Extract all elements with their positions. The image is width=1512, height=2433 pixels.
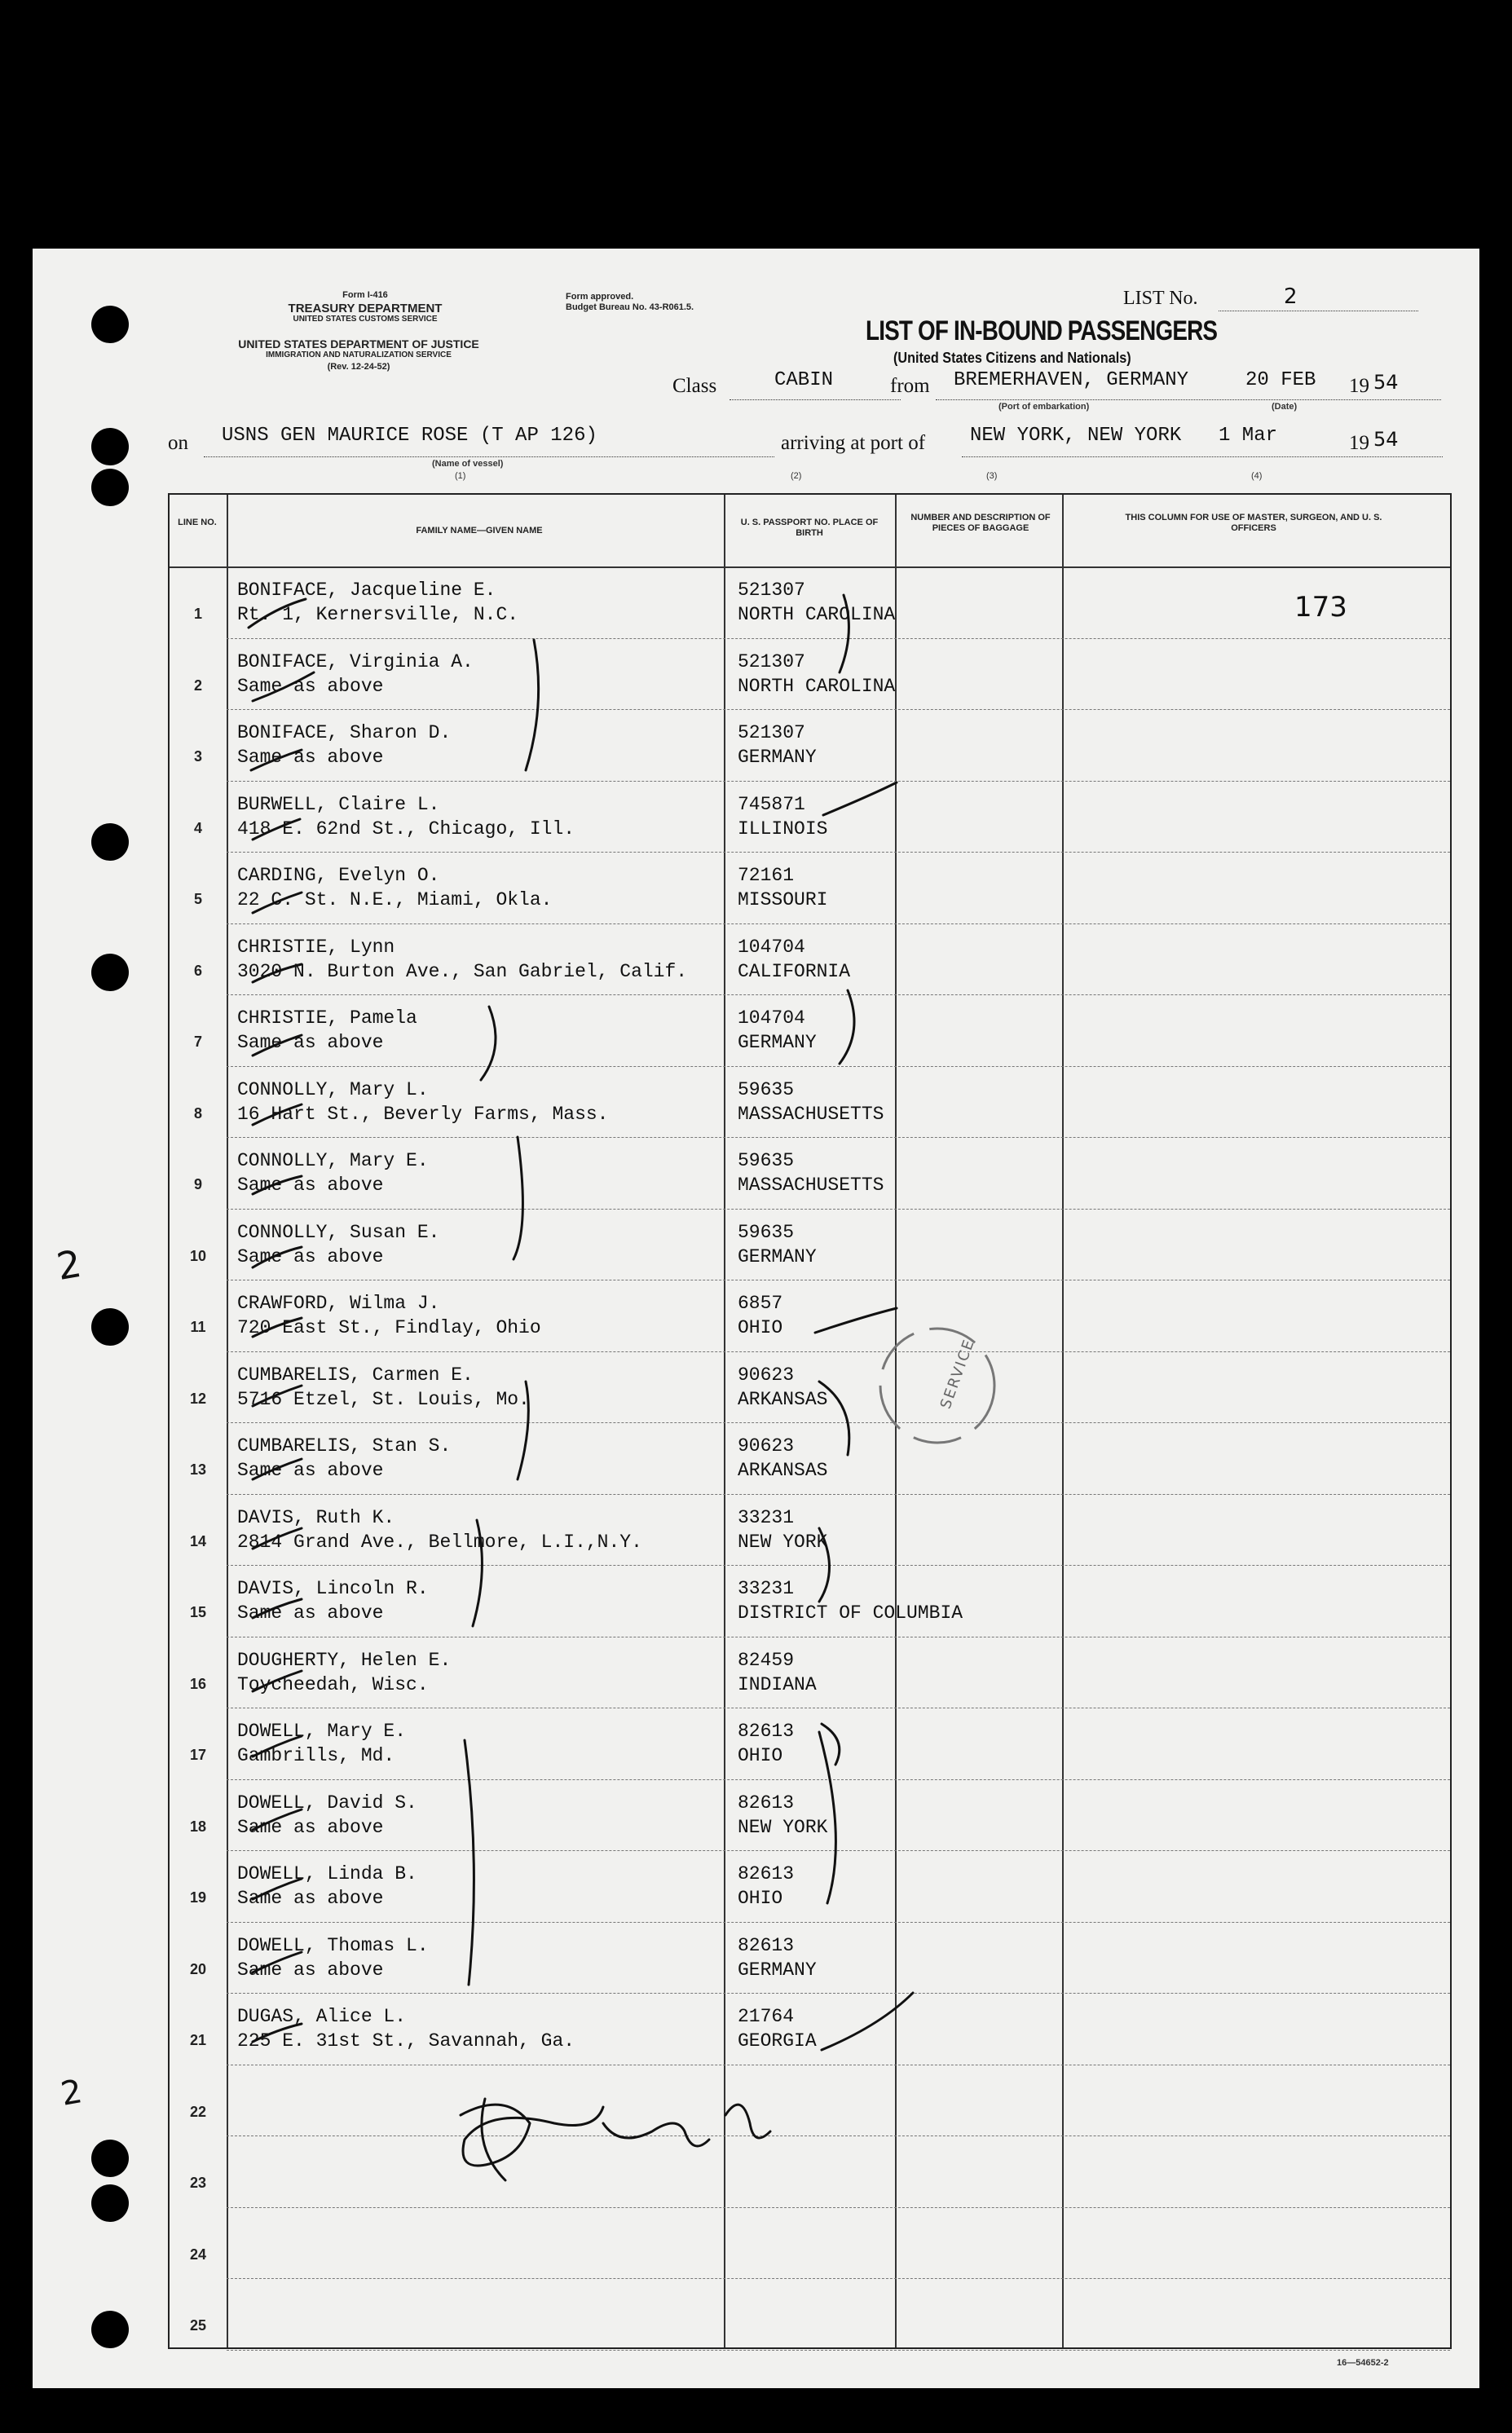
checkmark bbox=[253, 2024, 302, 2042]
passenger-address: Same as above bbox=[237, 1175, 384, 1196]
department-of-justice: UNITED STATES DEPARTMENT OF JUSTICE bbox=[238, 337, 479, 350]
passenger-name: CONNOLLY, Mary L. bbox=[237, 1078, 429, 1100]
passport-number: 72161 bbox=[738, 865, 795, 886]
line-number: 3 bbox=[193, 748, 202, 765]
passenger-address: Toycheedah, Wisc. bbox=[237, 1673, 429, 1695]
passport-number: 90623 bbox=[738, 1364, 795, 1386]
checkmark bbox=[251, 750, 302, 770]
passenger-address: 418 E. 62nd St., Chicago, Ill. bbox=[237, 818, 575, 840]
line-number: 21 bbox=[189, 2032, 207, 2048]
passenger-address: 5716 Etzel, St. Louis, Mo. bbox=[237, 1388, 530, 1410]
passenger-name: CARDING, Evelyn O. bbox=[237, 865, 440, 886]
passenger-name: BONIFACE, Virginia A. bbox=[237, 650, 474, 672]
check-stroke bbox=[840, 595, 849, 672]
passenger-address: Same as above bbox=[237, 1032, 384, 1053]
passenger-address: 720 East St., Findlay, Ohio bbox=[237, 1317, 541, 1338]
form-approved: Form approved. bbox=[566, 292, 634, 302]
line-number: 19 bbox=[189, 1889, 207, 1906]
passenger-name: CONNOLLY, Susan E. bbox=[237, 1221, 440, 1243]
place-of-birth: DISTRICT OF COLUMBIA bbox=[738, 1602, 963, 1624]
line-number: 12 bbox=[189, 1390, 207, 1407]
passenger-name: DOUGHERTY, Helen E. bbox=[237, 1649, 452, 1671]
line-number: 15 bbox=[189, 1604, 207, 1620]
col-header-line-no: LINE NO. bbox=[178, 518, 217, 527]
checkmark bbox=[253, 1035, 302, 1056]
family-bracket bbox=[465, 1740, 474, 1985]
passenger-address: Same as above bbox=[237, 747, 384, 768]
checkmark bbox=[253, 1247, 302, 1267]
line-number: 11 bbox=[190, 1319, 206, 1335]
customs-service: UNITED STATES CUSTOMS SERVICE bbox=[293, 315, 438, 324]
passenger-address: Same as above bbox=[237, 1959, 384, 1981]
line-number: 18 bbox=[189, 1818, 207, 1835]
passenger-name: CRAWFORD, Wilma J. bbox=[237, 1293, 440, 1314]
passenger-address: Rt. 1, Kernersville, N.C. bbox=[237, 604, 519, 625]
passport-number: 521307 bbox=[738, 650, 805, 672]
check-stroke bbox=[822, 1724, 840, 1765]
line-number: 10 bbox=[189, 1247, 207, 1264]
place-of-birth: NEW YORK bbox=[738, 1816, 828, 1838]
class-value: CABIN bbox=[774, 369, 834, 391]
checkmark bbox=[253, 1952, 302, 1972]
passport-number: 21764 bbox=[738, 2006, 795, 2027]
arriving-label: arriving at port of bbox=[781, 432, 926, 454]
passenger-name: CONNOLLY, Mary E. bbox=[237, 1150, 429, 1171]
line-number: 23 bbox=[189, 2175, 207, 2191]
family-bracket bbox=[481, 1007, 496, 1080]
passenger-name: DOWELL, Thomas L. bbox=[237, 1934, 429, 1956]
arrival-date: 1 Mar bbox=[1219, 425, 1278, 447]
passenger-name: DUGAS, Alice L. bbox=[237, 2006, 407, 2027]
line-number: 25 bbox=[189, 2317, 207, 2334]
col-header-officers: THIS COLUMN FOR USE OF MASTER, SURGEON, AND U. S. OFFICERS bbox=[1125, 513, 1382, 533]
place-of-birth: NEW YORK bbox=[738, 1531, 828, 1553]
check-stroke bbox=[819, 1382, 849, 1455]
caption-4: (4) bbox=[1251, 471, 1263, 481]
line-number: 13 bbox=[189, 1461, 207, 1478]
line-number: 17 bbox=[189, 1747, 207, 1763]
checkmark bbox=[253, 893, 302, 913]
form-subtitle: (United States Citizens and Nationals) bbox=[893, 350, 1131, 366]
vessel-name: USNS GEN MAURICE ROSE (T AP 126) bbox=[222, 425, 597, 447]
line-number: 5 bbox=[193, 891, 202, 907]
list-no-label: LIST No. bbox=[1123, 288, 1198, 309]
passport-number: 82613 bbox=[738, 1934, 795, 1956]
line-number: 20 bbox=[189, 1960, 207, 1977]
passenger-name: CHRISTIE, Lynn bbox=[237, 936, 395, 958]
embark-year-prefix: 19 bbox=[1349, 375, 1369, 397]
checkmark bbox=[253, 1736, 302, 1756]
passenger-name: CUMBARELIS, Carmen E. bbox=[237, 1364, 474, 1386]
stamp-text: SERVICE bbox=[937, 1336, 979, 1412]
passenger-address: Same as above bbox=[237, 1888, 384, 1909]
passport-number: 82459 bbox=[738, 1649, 795, 1671]
place-of-birth: MASSACHUSETTS bbox=[738, 1175, 884, 1196]
passenger-name: BURWELL, Claire L. bbox=[237, 793, 440, 815]
line-number: 2 bbox=[193, 677, 202, 694]
place-of-birth: NORTH CAROLINA bbox=[738, 675, 896, 697]
passenger-address: Same as above bbox=[237, 1602, 384, 1624]
passenger-address: Same as above bbox=[237, 1816, 384, 1838]
checkmark bbox=[253, 1809, 302, 1830]
passenger-address: Same as above bbox=[237, 1245, 384, 1267]
caption-1: (1) bbox=[455, 471, 466, 481]
line-number: 22 bbox=[189, 2103, 207, 2120]
col-header-baggage: NUMBER AND DESCRIPTION OF PIECES OF BAGGAGE bbox=[910, 513, 1051, 533]
on-label: on bbox=[168, 432, 188, 454]
passenger-address: 3020 N. Burton Ave., San Gabriel, Calif. bbox=[237, 960, 688, 982]
line-number: 16 bbox=[189, 1675, 207, 1692]
passport-number: 82613 bbox=[738, 1721, 795, 1742]
margin-mark: 2 bbox=[53, 1241, 85, 1289]
family-bracket bbox=[514, 1137, 522, 1259]
passenger-name: DOWELL, Mary E. bbox=[237, 1721, 407, 1742]
passenger-name: DOWELL, David S. bbox=[237, 1792, 417, 1814]
place-of-birth: ILLINOIS bbox=[738, 818, 828, 840]
passenger-name: DAVIS, Lincoln R. bbox=[237, 1578, 429, 1599]
passenger-address: 16 Hart St., Beverly Farms, Mass. bbox=[237, 1103, 609, 1125]
passport-number: 521307 bbox=[738, 580, 805, 601]
port-caption: (Port of embarkation) bbox=[998, 402, 1090, 412]
check-stroke bbox=[815, 1308, 897, 1333]
check-stroke bbox=[822, 1993, 913, 2050]
line-number: 4 bbox=[193, 819, 202, 836]
passenger-address: 2814 Grand Ave., Bellmore, L.I.,N.Y. bbox=[237, 1531, 642, 1553]
checkmark bbox=[253, 672, 314, 701]
budget-bureau: Budget Bureau No. 43-R061.5. bbox=[566, 302, 694, 312]
revision-date: (Rev. 12-24-52) bbox=[327, 362, 390, 372]
place-of-birth: CALIFORNIA bbox=[738, 960, 851, 982]
embark-year: 54 bbox=[1373, 371, 1399, 394]
family-bracket bbox=[526, 640, 539, 770]
line-number: 7 bbox=[193, 1034, 202, 1050]
checkmark bbox=[253, 1318, 302, 1337]
passenger-name: DAVIS, Ruth K. bbox=[237, 1506, 395, 1528]
passport-number: 521307 bbox=[738, 722, 805, 743]
check-stroke bbox=[819, 1732, 835, 1903]
line-number: 14 bbox=[189, 1532, 207, 1549]
passenger-name: CHRISTIE, Pamela bbox=[237, 1007, 417, 1029]
checkmark bbox=[253, 1528, 302, 1549]
line-number: 1 bbox=[193, 606, 202, 622]
footer-code: 16—54652-2 bbox=[1337, 2358, 1389, 2368]
officer-count: 173 bbox=[1294, 591, 1347, 624]
col-header-name: FAMILY NAME—GIVEN NAME bbox=[416, 526, 543, 536]
port-of-embarkation: BREMERHAVEN, GERMANY bbox=[954, 369, 1189, 391]
arrival-year-prefix: 19 bbox=[1349, 432, 1369, 454]
checkmark bbox=[253, 1459, 302, 1479]
passport-number: 745871 bbox=[738, 793, 805, 815]
passenger-name: DOWELL, Linda B. bbox=[237, 1863, 417, 1884]
from-label: from bbox=[890, 375, 930, 397]
line-number: 6 bbox=[193, 962, 202, 979]
margin-mark: 2 bbox=[58, 2073, 86, 2113]
signature bbox=[482, 2099, 505, 2180]
place-of-birth: ARKANSAS bbox=[738, 1460, 828, 1481]
check-stroke bbox=[840, 990, 854, 1064]
passport-number: 33231 bbox=[738, 1578, 795, 1599]
checkmark bbox=[253, 1879, 302, 1899]
place-of-birth: GERMANY bbox=[738, 1032, 817, 1053]
checkmark bbox=[253, 1386, 302, 1406]
passenger-address: Same as above bbox=[237, 1460, 384, 1481]
place-of-birth: GERMANY bbox=[738, 1959, 817, 1981]
class-label: Class bbox=[672, 375, 717, 397]
passenger-address: Same as above bbox=[237, 675, 384, 697]
caption-3: (3) bbox=[986, 471, 998, 481]
passport-number: 6857 bbox=[738, 1293, 783, 1314]
place-of-birth: OHIO bbox=[738, 1888, 783, 1909]
form-number: Form I-416 bbox=[342, 290, 388, 300]
place-of-birth: OHIO bbox=[738, 1317, 783, 1338]
passport-number: 33231 bbox=[738, 1506, 795, 1528]
passenger-address: 225 E. 31st St., Savannah, Ga. bbox=[237, 2030, 575, 2052]
vessel-caption: (Name of vessel) bbox=[432, 459, 504, 469]
place-of-birth: INDIANA bbox=[738, 1673, 817, 1695]
place-of-birth: ARKANSAS bbox=[738, 1388, 828, 1410]
line-number: 9 bbox=[193, 1176, 202, 1192]
passport-number: 104704 bbox=[738, 1007, 805, 1029]
arrival-port: NEW YORK, NEW YORK bbox=[970, 425, 1182, 447]
place-of-birth: GERMANY bbox=[738, 747, 817, 768]
passenger-name: BONIFACE, Sharon D. bbox=[237, 722, 452, 743]
place-of-birth: GEORGIA bbox=[738, 2030, 817, 2052]
handwriting-overlay bbox=[33, 249, 1479, 2388]
list-no-value: 2 bbox=[1284, 284, 1298, 309]
passenger-address: 22 C. St. N.E., Miami, Okla. bbox=[237, 889, 553, 910]
line-number: 8 bbox=[193, 1104, 202, 1122]
passenger-name: CUMBARELIS, Stan S. bbox=[237, 1435, 452, 1457]
family-bracket bbox=[473, 1520, 482, 1626]
checkmark bbox=[253, 1176, 302, 1194]
checkmark bbox=[253, 819, 300, 840]
check-stroke bbox=[823, 782, 897, 815]
passport-number: 59635 bbox=[738, 1150, 795, 1171]
form-title: LIST OF IN-BOUND PASSENGERS bbox=[866, 315, 1218, 346]
passport-number: 90623 bbox=[738, 1435, 795, 1457]
place-of-birth: NORTH CAROLINA bbox=[738, 604, 896, 625]
embarkation-date: 20 FEB bbox=[1245, 369, 1316, 391]
caption-2: (2) bbox=[791, 471, 802, 481]
date-caption: (Date) bbox=[1272, 402, 1298, 412]
passenger-address: Gambrills, Md. bbox=[237, 1745, 395, 1766]
passport-number: 104704 bbox=[738, 936, 805, 958]
checkmark bbox=[253, 964, 302, 982]
checkmark bbox=[253, 1671, 302, 1691]
passport-number: 82613 bbox=[738, 1792, 795, 1814]
place-of-birth: GERMANY bbox=[738, 1245, 817, 1267]
line-number: 24 bbox=[189, 2246, 207, 2263]
family-bracket bbox=[518, 1382, 528, 1479]
check-stroke bbox=[819, 1528, 830, 1602]
checkmark bbox=[249, 599, 306, 628]
passenger-name: BONIFACE, Jacqueline E. bbox=[237, 580, 496, 601]
checkmark bbox=[253, 1599, 302, 1618]
place-of-birth: MISSOURI bbox=[738, 889, 828, 910]
passport-number: 59635 bbox=[738, 1078, 795, 1100]
signature bbox=[461, 2105, 770, 2166]
passport-number: 82613 bbox=[738, 1863, 795, 1884]
place-of-birth: OHIO bbox=[738, 1745, 783, 1766]
col-header-passport: U. S. PASSPORT NO. PLACE OF BIRTH bbox=[740, 518, 879, 538]
document-page bbox=[33, 249, 1479, 2388]
place-of-birth: MASSACHUSETTS bbox=[738, 1103, 884, 1125]
stamp-ring bbox=[880, 1329, 994, 1443]
ins-service: IMMIGRATION AND NATURALIZATION SERVICE bbox=[266, 350, 452, 359]
arrival-year: 54 bbox=[1373, 428, 1399, 451]
treasury-department: TREASURY DEPARTMENT bbox=[288, 302, 443, 315]
passport-number: 59635 bbox=[738, 1221, 795, 1243]
checkmark bbox=[253, 1104, 302, 1125]
